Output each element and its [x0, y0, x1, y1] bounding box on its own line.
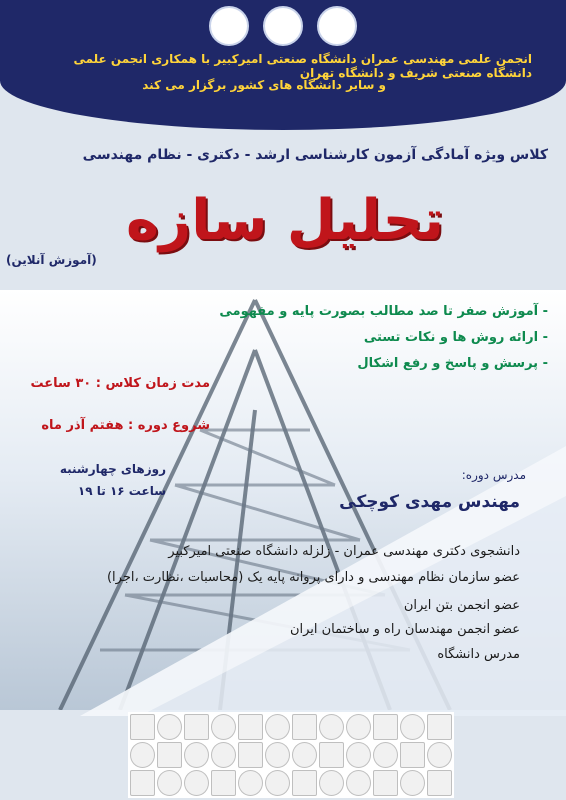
course-start: شروع دوره : هفتم آذر ماه — [41, 418, 210, 433]
top-logos — [0, 6, 566, 46]
sponsor-logo — [130, 770, 155, 796]
teacher-credential: دانشجوی دکتری مهندسی عمران - زلزله دانشگاه صنعتی امیرکبیر — [168, 544, 520, 559]
organizer-text: انجمن علمی مهندسی عمران دانشگاه صنعتی امیرکبیر با همکاری انجمن علمی دانشگاه صنعتی شریف و دانشگاه تهران — [73, 52, 532, 80]
sponsor-logo — [373, 770, 398, 796]
organizer-text-2: و سایر دانشگاه های کشور برگزار می کند — [142, 78, 386, 92]
teacher-credential: عضو انجمن بتن ایران — [403, 598, 520, 613]
sponsor-logo — [319, 770, 344, 796]
sponsor-logo — [238, 714, 263, 740]
sponsor-logo — [238, 742, 263, 768]
sponsor-logo — [157, 714, 182, 740]
feature-bullet: - پرسش و پاسخ و رفع اشکال — [357, 356, 548, 371]
class-duration: مدت زمان کلاس : ۳۰ ساعت — [30, 376, 210, 391]
sponsor-logo — [184, 770, 209, 796]
sponsor-logo — [346, 714, 371, 740]
sponsor-logo — [265, 714, 290, 740]
sponsor-logo — [265, 770, 290, 796]
sponsor-logo — [292, 770, 317, 796]
course-title: تحلیل سازه — [126, 188, 444, 253]
sponsor-logo — [130, 742, 155, 768]
course-subtitle: کلاس ویژه آمادگی آزمون کارشناسی ارشد - دکتری - نظام مهندسی — [82, 147, 548, 163]
sponsor-logo — [373, 714, 398, 740]
sponsor-logo — [346, 770, 371, 796]
sponsor-logo — [184, 742, 209, 768]
university-logo — [263, 6, 303, 46]
sponsor-logo — [157, 770, 182, 796]
sponsor-logo — [211, 714, 236, 740]
sponsor-logo — [400, 714, 425, 740]
online-badge: (آموزش آنلاین) — [6, 253, 97, 267]
teacher-name: مهندس مهدی کوچکی — [339, 492, 520, 512]
sponsor-logo — [157, 742, 182, 768]
sponsor-logos — [128, 712, 454, 798]
sponsor-logo — [319, 714, 344, 740]
university-logo — [209, 6, 249, 46]
sponsor-logo — [373, 742, 398, 768]
sponsor-logo — [319, 742, 344, 768]
class-hours: ساعت ۱۶ تا ۱۹ — [77, 484, 166, 498]
teacher-credential: عضو انجمن مهندسان راه و ساختمان ایران — [289, 622, 520, 637]
sponsor-logo — [238, 770, 263, 796]
sponsor-logo — [130, 714, 155, 740]
header-banner — [0, 0, 566, 130]
sponsor-logo — [427, 742, 452, 768]
sponsor-logo — [184, 714, 209, 740]
teacher-credential: مدرس دانشگاه — [437, 647, 520, 662]
feature-bullet: - آموزش صفر تا صد مطالب بصورت پایه و مفهومی — [219, 304, 548, 319]
teacher-credential: عضو سازمان نظام مهندسی و دارای پروانه پایه یک (محاسبات ،نظارت ،اجرا) — [106, 570, 520, 585]
sponsor-logo — [400, 770, 425, 796]
sponsor-logo — [400, 742, 425, 768]
sponsor-logo — [427, 714, 452, 740]
sponsor-logo — [265, 742, 290, 768]
feature-bullet: - ارائه روش ها و نکات تستی — [363, 330, 548, 345]
sponsor-logo — [427, 770, 452, 796]
teacher-label: مدرس دوره: — [461, 468, 526, 482]
sponsor-logo — [211, 742, 236, 768]
sponsor-logo — [346, 742, 371, 768]
sponsor-logo — [292, 714, 317, 740]
sponsor-logo — [211, 770, 236, 796]
university-logo — [317, 6, 357, 46]
class-days: روزهای چهارشنبه — [59, 462, 166, 476]
sponsor-logo — [292, 742, 317, 768]
